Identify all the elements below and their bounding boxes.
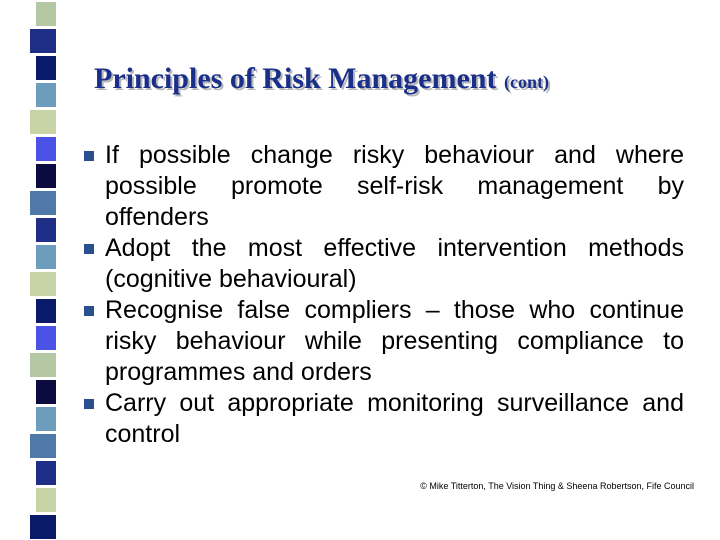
- strip-block: [30, 272, 56, 296]
- strip-block: [30, 191, 56, 215]
- strip-block: [36, 218, 56, 242]
- strip-block: [36, 461, 56, 485]
- strip-block: [36, 245, 56, 269]
- bullet-text: Recognise false compliers – those who continue risky behaviour while presenting compliance to programmes and orders: [105, 296, 684, 386]
- strip-block: [36, 164, 56, 188]
- strip-block: [30, 515, 56, 539]
- strip-block: [36, 83, 56, 107]
- strip-block: [36, 326, 56, 350]
- title-suffix: (cont): [503, 72, 549, 92]
- slide-title-box: [80, 58, 680, 108]
- bullet-item: [87, 388, 684, 450]
- slide-title: [94, 62, 549, 96]
- square-bullet-icon: [84, 244, 94, 254]
- bullet-item: [87, 233, 684, 295]
- strip-block: [36, 56, 56, 80]
- title-main: Principles of Risk Management: [94, 62, 497, 95]
- bullet-text: If possible change risky behaviour and where possible promote self-risk management by offenders: [105, 141, 684, 231]
- strip-block: [36, 137, 56, 161]
- bullet-text: Carry out appropriate monitoring surveillance and control: [105, 389, 684, 448]
- strip-block: [30, 434, 56, 458]
- bullet-text: Adopt the most effective intervention methods (cognitive behavioural): [105, 234, 684, 293]
- copyright-credit: © Mike Titterton, The Vision Thing & Sheena Robertson, Fife Council: [420, 481, 694, 491]
- strip-block: [36, 488, 56, 512]
- bullet-item: [87, 140, 684, 233]
- square-bullet-icon: [84, 306, 94, 316]
- bullet-list: [87, 140, 684, 450]
- strip-block: [30, 29, 56, 53]
- strip-block: [36, 380, 56, 404]
- bullet-item: [87, 295, 684, 388]
- decorative-color-strip: [0, 0, 64, 540]
- strip-block: [30, 353, 56, 377]
- square-bullet-icon: [84, 399, 94, 409]
- square-bullet-icon: [84, 151, 94, 161]
- strip-block: [36, 2, 56, 26]
- strip-block: [36, 299, 56, 323]
- strip-block: [30, 110, 56, 134]
- strip-block: [36, 407, 56, 431]
